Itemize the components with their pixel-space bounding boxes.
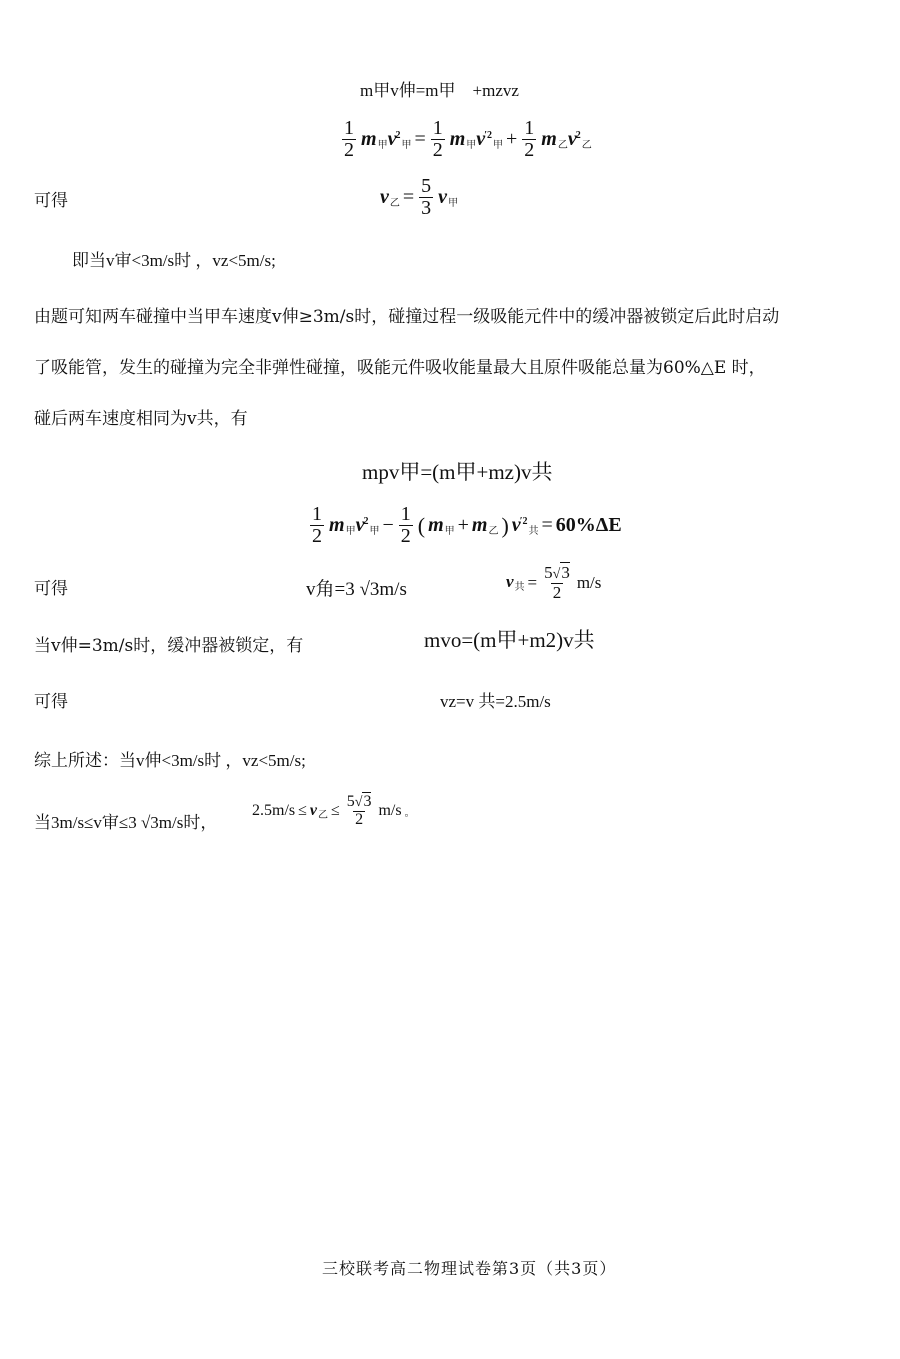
label-kede-1: 可得 — [34, 191, 68, 211]
paragraph-line-1: 由题可知两车碰撞中当甲车速度v伸≥3m/s时，碰撞过程一级吸能元件中的缓冲器被锁定后此时启动 — [34, 307, 780, 327]
label-kede-3: 可得 — [34, 692, 68, 712]
label-kede-2: 可得 — [34, 579, 68, 599]
v-yi-result: $v_乙$ = $\frac{5}{3}$ $v_甲$ — [380, 175, 459, 219]
momentum-equation-line: m甲v伸=m甲 +mzvz — [360, 81, 519, 100]
energy-equation: $\frac{1}{2}$ $m_甲v^2_甲$ = $\frac{1}{2}$ $m_甲v^{'2}_甲$ + $\frac{1}{2}$ $m_乙v^2_乙$ — [344, 117, 592, 161]
condition-line: 即当v审<3m/s时 ，vz<5m/s; — [72, 251, 276, 270]
paragraph-line-3: 碰后两车速度相同为v共，有 — [34, 409, 248, 429]
energy-loss-equation: $\frac{1}{2}$ $m_甲v^2_甲$ − $\frac{1}{2}$ ( $m_甲$ + $m_乙$ ) $v^{'2}_共$ = 60%ΔE — [312, 503, 622, 547]
v-yi-equals-v-gong: vz=v 共=2.5m/s — [440, 692, 551, 711]
v-gong-result: $v_共$ = $\frac{5√3}{2}$ m/s — [506, 563, 602, 602]
summary-line-1: 综上所述：当v伸<3m/s时 ，vz<5m/s; — [34, 751, 306, 770]
summary-range-inequality: 2.5m/s ≤ $v_乙$ ≤ $\frac{5√3}{2}$ m/s 。 — [252, 793, 415, 828]
page-footer: 三校联考高二物理试卷第3页（共3页） — [322, 1259, 617, 1278]
locked-condition-line: 当v伸=3m/s时，缓冲器被锁定，有 — [34, 636, 304, 656]
locked-momentum-equation: mvo=(m甲+m2)v共 — [424, 628, 595, 652]
common-velocity-equation: mpv甲=(m甲+mz)v共 — [362, 460, 553, 484]
v-jia-threshold: v角=3 √3m/s — [306, 579, 407, 600]
summary-line-2: 当3m/s≤v审≤3 √3m/s时， — [34, 813, 218, 832]
paragraph-line-2: 了吸能管，发生的碰撞为完全非弹性碰撞，吸能元件吸收能量最大且原件吸能总量为60%△E 时， — [34, 358, 766, 378]
